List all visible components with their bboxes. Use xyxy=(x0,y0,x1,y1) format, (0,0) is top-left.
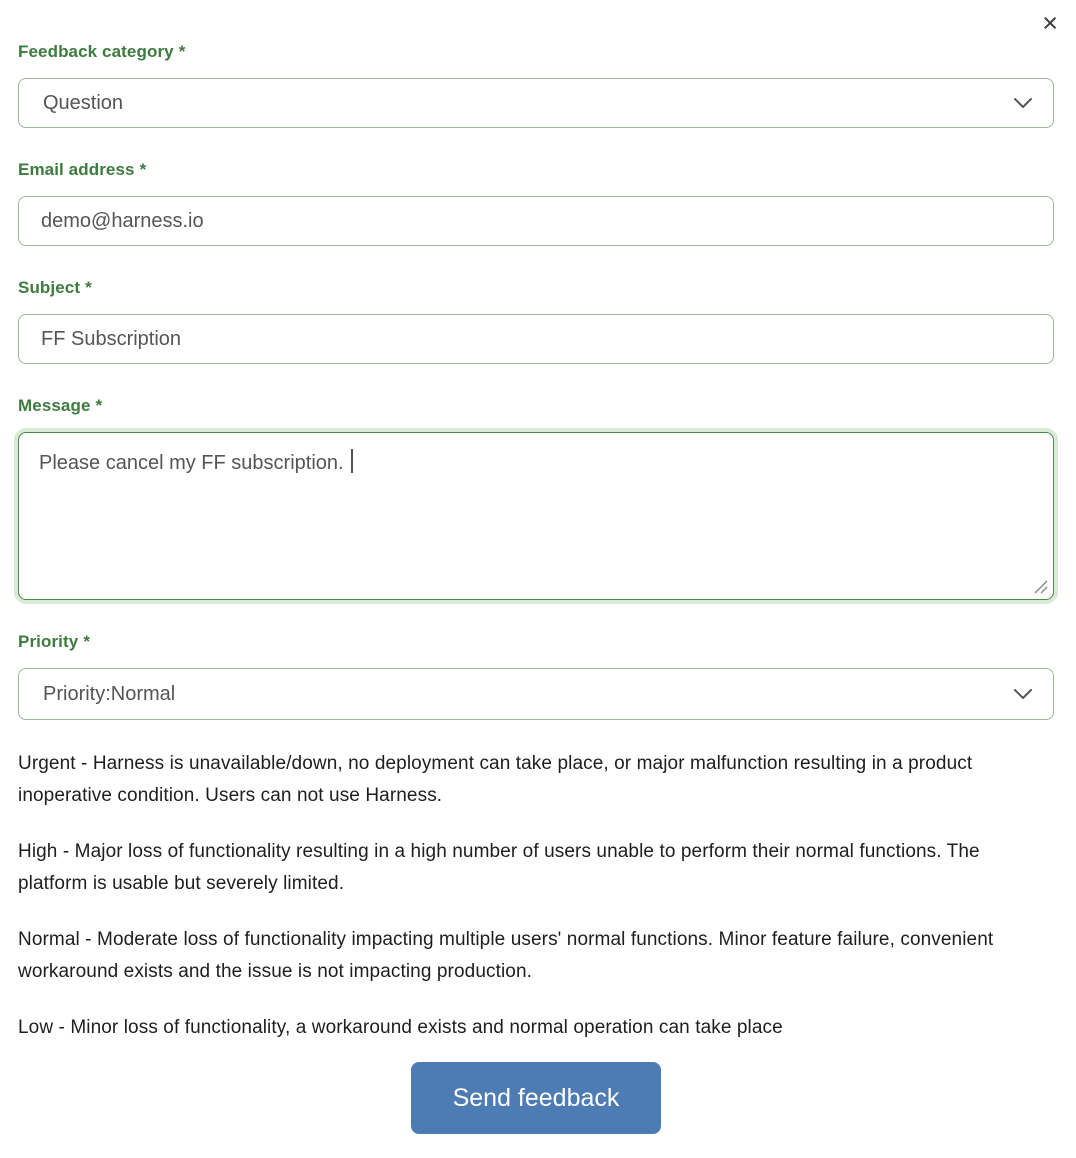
chevron-down-icon xyxy=(1013,688,1033,700)
chevron-down-icon xyxy=(1013,97,1033,109)
category-label-text: Feedback category xyxy=(18,42,174,61)
resize-handle-icon[interactable] xyxy=(1034,580,1048,594)
close-icon: × xyxy=(1042,8,1058,38)
email-required-asterisk: * xyxy=(139,160,147,179)
field-email xyxy=(18,160,1054,246)
priority-help-low: Low - Minor loss of functionality, a workaround exists and normal operation can take place xyxy=(18,1017,783,1038)
send-feedback-button[interactable]: Send feedback xyxy=(411,1062,661,1134)
field-subject xyxy=(18,278,1054,364)
message-label-text: Message xyxy=(18,396,91,415)
subject-required-asterisk: * xyxy=(85,278,92,297)
priority-select-value: Priority:Normal xyxy=(43,682,176,705)
subject-label-text: Subject xyxy=(18,278,81,297)
priority-label-text: Priority xyxy=(18,632,79,651)
field-feedback-category xyxy=(18,42,1054,128)
subject-label xyxy=(18,278,1054,298)
priority-help-normal: Normal - Moderate loss of functionality impacting multiple users' normal functions. Minor feature failure, convenient workaround exists and the issue is not impacting production. xyxy=(18,929,994,982)
text-cursor xyxy=(351,449,353,473)
message-label xyxy=(18,396,1054,416)
close-button[interactable] xyxy=(1036,6,1064,41)
category-required-asterisk: * xyxy=(178,42,186,61)
category-select[interactable] xyxy=(18,78,1054,128)
priority-help-high: High - Major loss of functionality resulting in a high number of users unable to perform their normal functions. The platform is usable but severely limited. xyxy=(18,841,980,894)
priority-label xyxy=(18,632,1054,652)
priority-select[interactable] xyxy=(18,668,1054,720)
field-message xyxy=(18,396,1054,600)
category-label xyxy=(18,42,1054,62)
message-required-asterisk: * xyxy=(95,396,103,415)
message-text: Please cancel my FF subscription. xyxy=(39,452,344,474)
field-priority xyxy=(18,632,1054,720)
email-label xyxy=(18,160,1054,180)
category-select-value: Question xyxy=(43,91,124,114)
priority-required-asterisk: * xyxy=(83,632,91,651)
priority-help xyxy=(18,748,1054,1044)
email-field[interactable] xyxy=(18,196,1054,246)
email-label-text: Email address xyxy=(18,160,135,179)
priority-help-urgent: Urgent - Harness is unavailable/down, no deployment can take place, or major malfunction resulting in a product inoperative condition. Users can not use Harness. xyxy=(18,753,973,806)
message-textarea[interactable] xyxy=(18,432,1054,600)
subject-field[interactable] xyxy=(18,314,1054,364)
